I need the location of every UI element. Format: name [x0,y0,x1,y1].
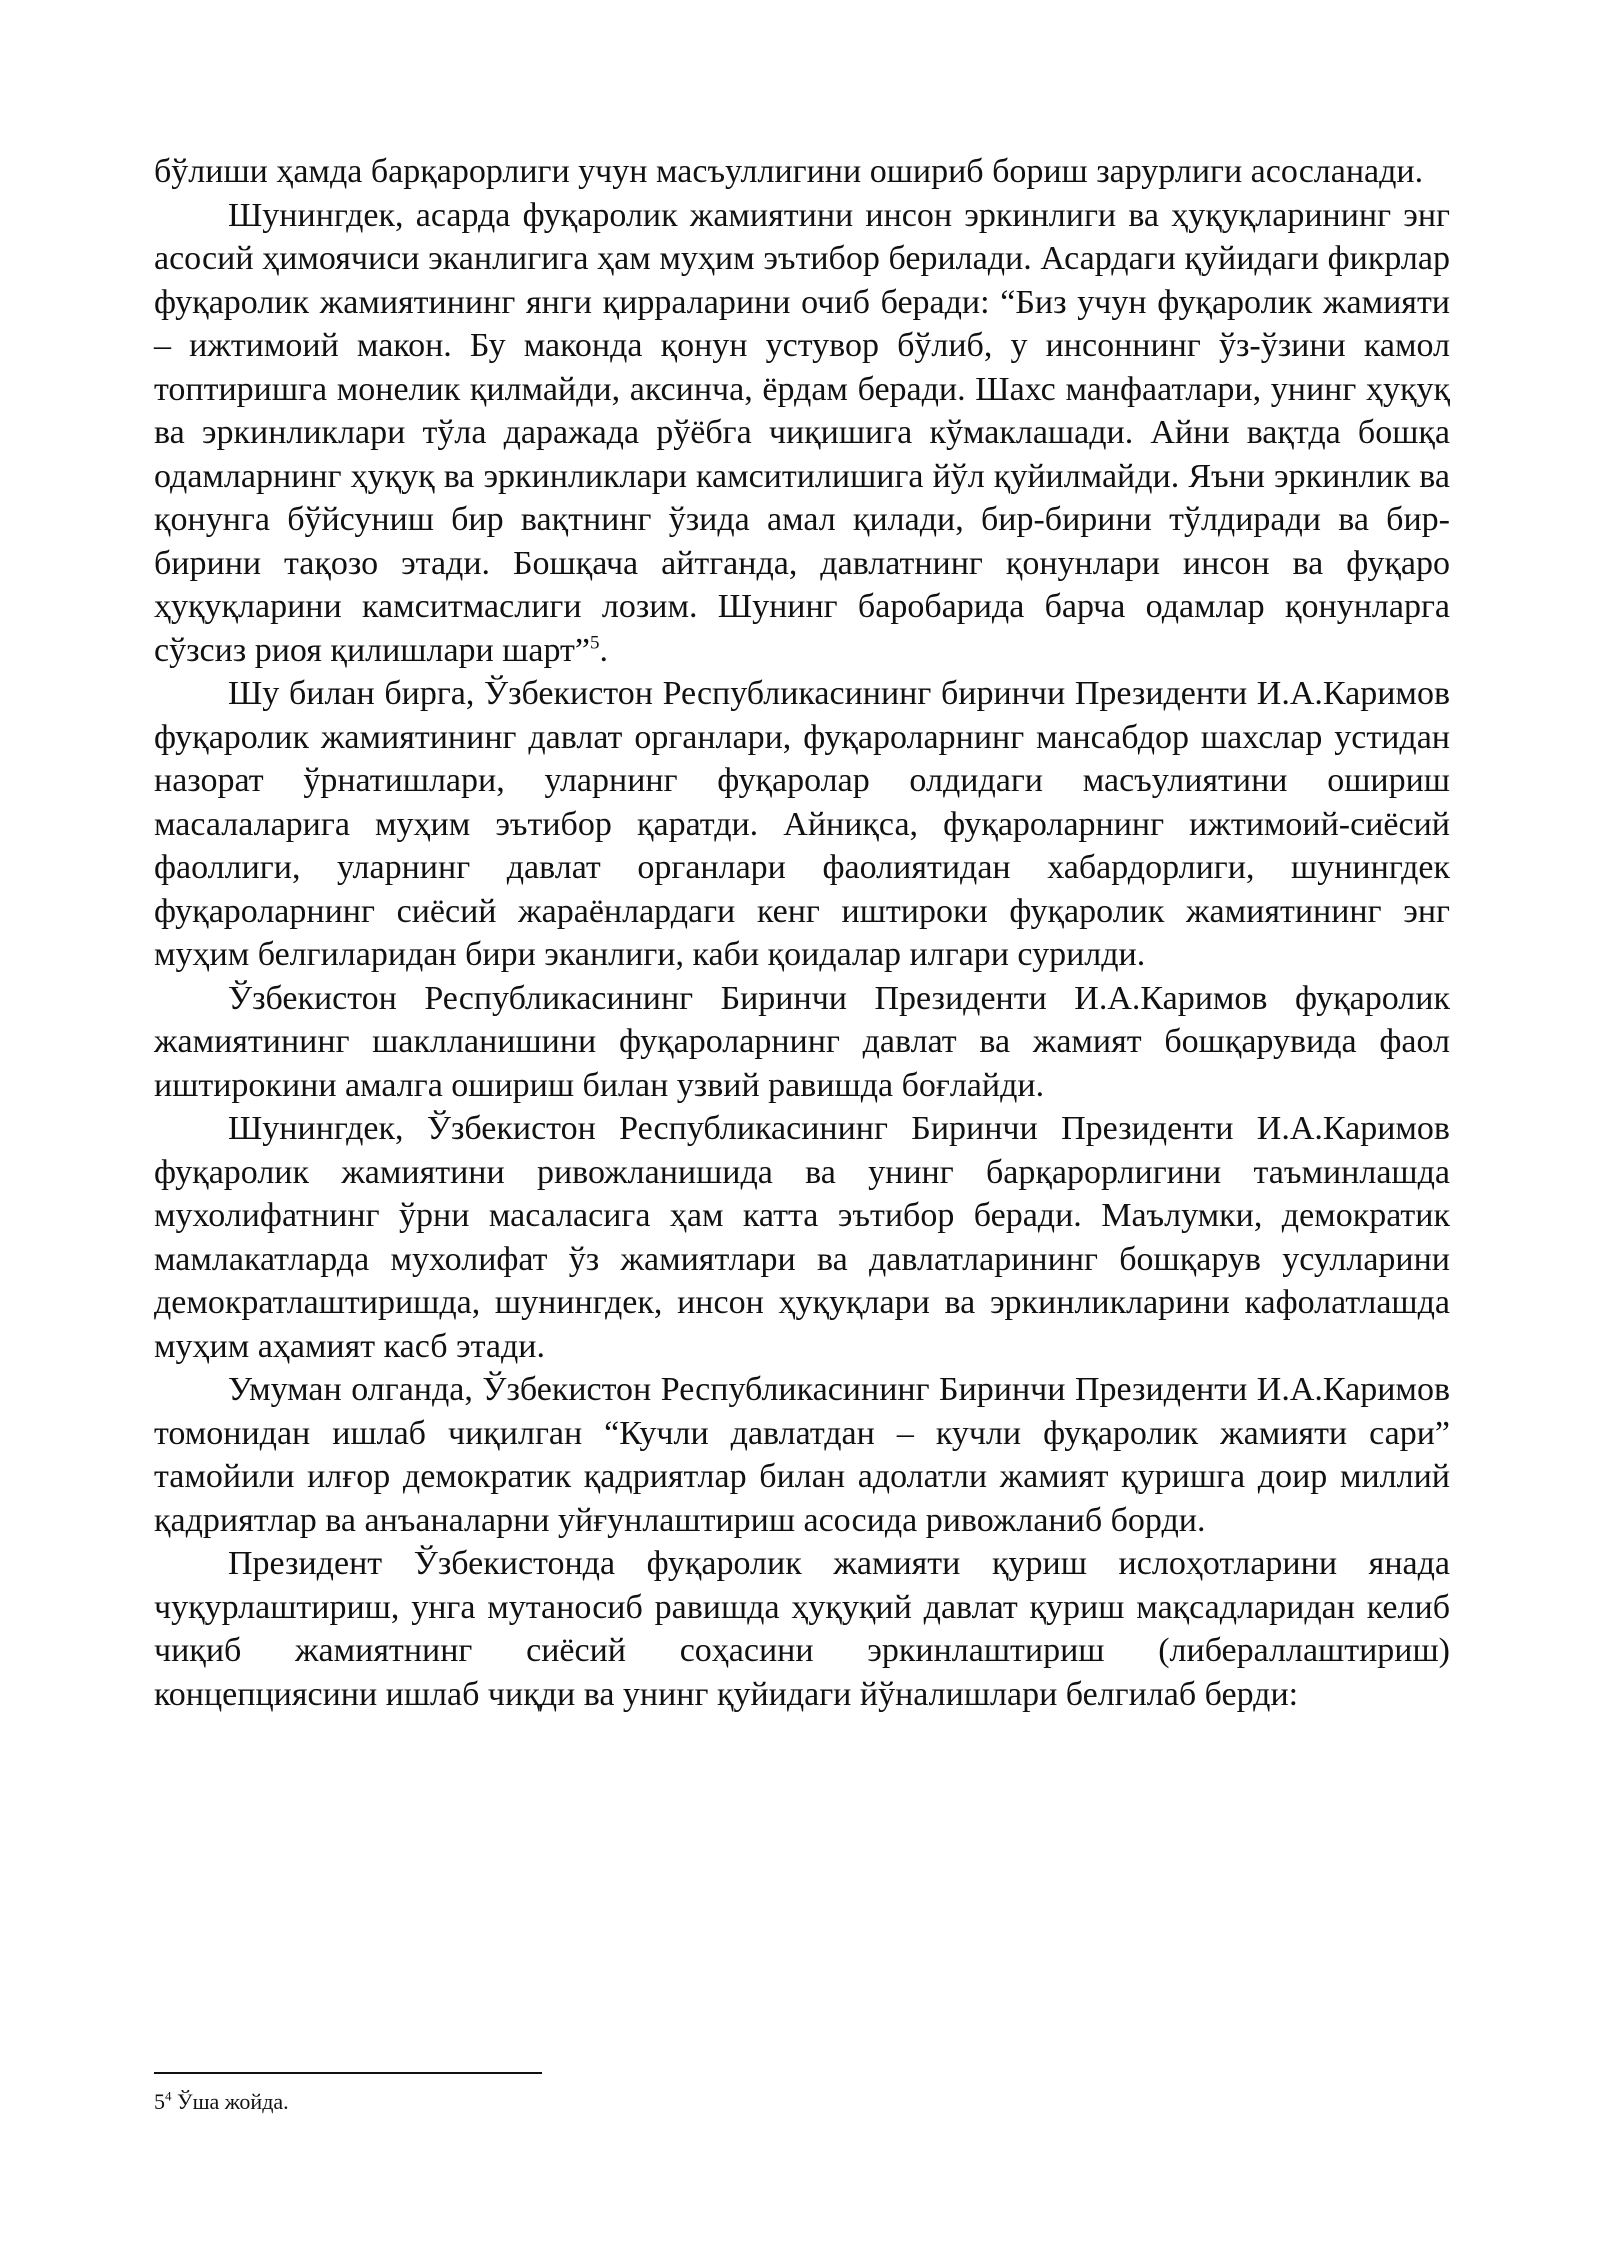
paragraph-4: Ўзбекистон Республикасининг Биринчи Президенти И.А.Каримов фуқаролик жамиятининг шаклланишини фуқароларнинг давлат ва жамият бошқарувида фаол иштирокини амалга ошириш билан узвий равишда боғлайди. [154,979,1450,1104]
paragraph-2 [154,194,1450,673]
paragraph-2-text: Шунингдек, асарда фуқаролик жамиятини инсон эркинлиги ва ҳуқуқларининг энг асосий ҳимоячиси эканлигига ҳам муҳим эътибор берилади. Асардаги қуйидаги фикрлар фуқаролик жамиятининг янги қирраларини очиб беради: “Биз учун фуқаролик жамияти – ижтимоий макон. Бу маконда қонун устувор бўлиб, у инсоннинг ўз-ўзини камол топтиришга монелик қилмайди, аксинча, ёрдам беради. Шахс манфаатлари, унинг ҳуқуқ ва эркинликлари тўла даражада рўёбга чиқишига кўмаклашади. Айни вақтда бошқа одамларнинг ҳуқуқ ва эркинликлари камситилишига йўл қуйилмайди. Яъни эркинлик ва қонунга бўйсуниш бир вақтнинг ўзида амал қилади, бир-бирини тўлдиради ва бир-бирини тақозо этади. Бошқача айтганда, давлатнинг қонунлари инсон ва фуқаро ҳуқуқларини камситмаслиги лозим. Шунинг баробарида барча одамлар қонунларга сўзсиз риоя қилишлари шарт” [154,196,1450,669]
document-body [154,150,1450,1716]
paragraph-2-end: . [599,631,609,669]
footnote [154,2088,289,2116]
footnote-text: Ўша жойда. [171,2089,289,2114]
footnote-number: 5 [154,2089,165,2114]
paragraph-6: Умуман олганда, Ўзбекистон Республикасининг Биринчи Президенти И.А.Каримов томонидан ишлаб чиқилган “Кучли давлатдан – кучли фуқаролик жамияти сари” тамойили илғор демократик қадриятлар билан адолатли жамият қуришга доир миллий қадриятлар ва анъаналарни уйғунлаштириш асосида ривожланиб борди. [154,1371,1450,1539]
paragraph-3: Шу билан бирга, Ўзбекистон Республикасининг биринчи Президенти И.А.Каримов фуқаролик жамиятининг давлат органлари, фуқароларнинг мансабдор шахслар устидан назорат ўрнатишлари, уларнинг фуқаролар олдидаги масъулиятини ошириш масалаларига муҳим эътибор қаратди. Айниқса, фуқароларнинг ижтимоий-сиёсий фаоллиги, уларнинг давлат органлари фаолиятидан хабардорлиги, шунингдек фуқароларнинг сиёсий жараёнлардаги кенг иштироки фуқаролик жамиятининг энг муҳим белгиларидан бири эканлиги, каби қоидалар илгари сурилди. [154,675,1450,973]
footnote-reference: 5 [590,632,600,654]
footnote-separator [154,2072,542,2074]
paragraph-1: бўлиши ҳамда барқарорлиги учун масъуллигини ошириб бориш зарурлиги асосланади. [154,153,1424,190]
paragraph-5: Шунингдек, Ўзбекистон Республикасининг Биринчи Президенти И.А.Каримов фуқаролик жамиятини ривожланишида ва унинг барқарорлигини таъминлашда мухолифатнинг ўрни масаласига ҳам катта эътибор беради. Маълумки, демократик мамлакатларда мухолифат ўз жамиятлари ва давлатларининг бошқарув усулларини демократлаштиришда, шунингдек, инсон ҳуқуқлари ва эркинликларини кафолатлашда муҳим аҳамият касб этади. [154,1110,1450,1365]
footnote-superscript: 4 [165,2088,172,2104]
paragraph-7: Президент Ўзбекистонда фуқаролик жамияти қуриш ислоҳотларини янада чуқурлаштириш, унга мутаносиб равишда ҳуқуқий давлат қуриш мақсадларидан келиб чиқиб жамиятнинг сиёсий соҳасини эркинлаштириш (либераллаштириш) концепциясини ишлаб чиқди ва унинг қуйидаги йўналишлари белгилаб берди: [154,1545,1450,1713]
